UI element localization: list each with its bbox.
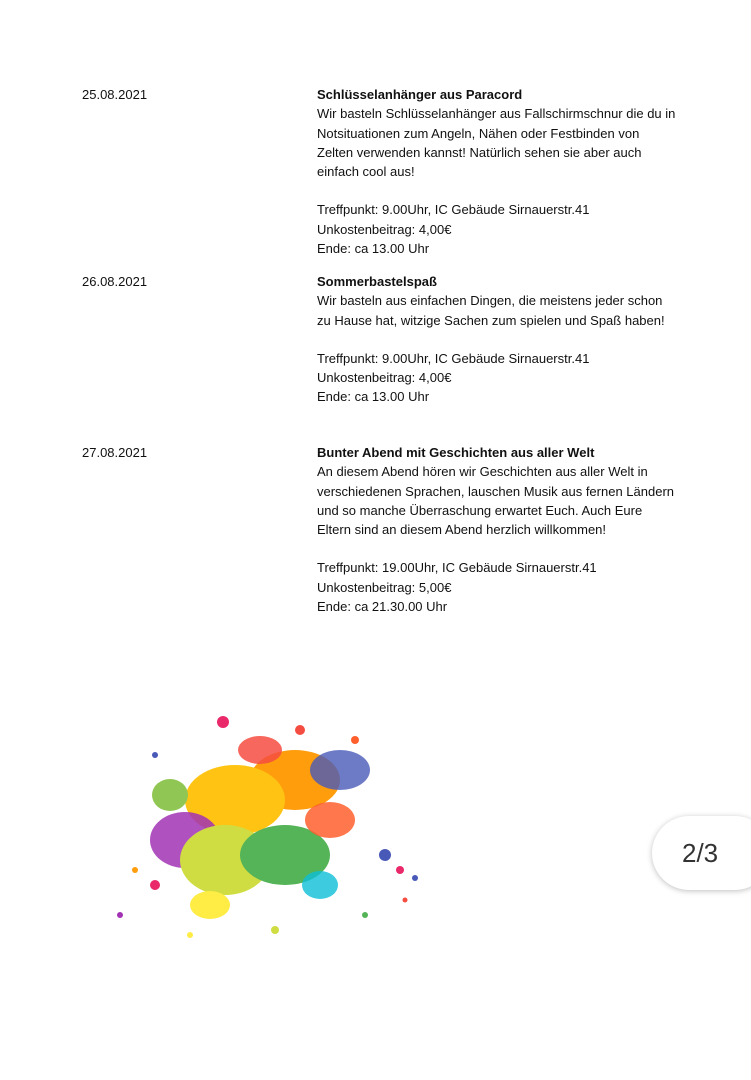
event-description: Wir basteln Schlüsselanhänger aus Fallschirmschnur die du in Notsituationen zum Angeln, Nähen oder Festbinden von Zelten verwenden kannst! Natürlich sehen sie aber auch einfach cool aus! <box>317 106 676 180</box>
paint-splash-icon <box>95 710 445 955</box>
event-cost: Unkostenbeitrag: 5,00€ <box>317 579 452 595</box>
event-meeting-point: Treffpunkt: 9.00Uhr, IC Gebäude Sirnauerstr.41 <box>317 202 590 218</box>
event-body <box>317 443 677 616</box>
event-meeting-point: Treffpunkt: 19.00Uhr, IC Gebäude Sirnauerstr.41 <box>317 560 597 576</box>
event-date: 25.08.2021 <box>82 87 148 102</box>
event-cost: Unkostenbeitrag: 4,00€ <box>317 221 452 237</box>
event-date: 26.08.2021 <box>82 274 148 289</box>
spacer <box>317 330 677 349</box>
event-date: 27.08.2021 <box>82 445 148 460</box>
event-title: Sommerbastelspaß <box>317 274 437 289</box>
event-end: Ende: ca 13.00 Uhr <box>317 241 430 257</box>
event-body <box>317 85 677 258</box>
event-meeting-point: Treffpunkt: 9.00Uhr, IC Gebäude Sirnauerstr.41 <box>317 350 590 366</box>
event-title: Schlüsselanhänger aus Paracord <box>317 87 523 102</box>
event-cost: Unkostenbeitrag: 4,00€ <box>317 370 452 386</box>
event-end: Ende: ca 13.00 Uhr <box>317 389 430 405</box>
spacer <box>317 539 677 558</box>
event-description: An diesem Abend hören wir Geschichten aus aller Welt in verschiedenen Sprachen, lauschen Musik aus fernen Ländern und so manche Überraschung erwartet Euch. Auch Eure Eltern sind an diesem Abend herzlich willkommen! <box>317 464 675 538</box>
event-title: Bunter Abend mit Geschichten aus aller Welt <box>317 445 595 460</box>
spacer <box>317 181 677 200</box>
page-indicator: 2/3 <box>652 816 751 890</box>
event-description: Wir basteln aus einfachen Dingen, die meistens jeder schon zu Hause hat, witzige Sachen zum spielen und Spaß haben! <box>317 293 665 328</box>
event-end: Ende: ca 21.30.00 Uhr <box>317 599 448 615</box>
event-body <box>317 272 677 407</box>
